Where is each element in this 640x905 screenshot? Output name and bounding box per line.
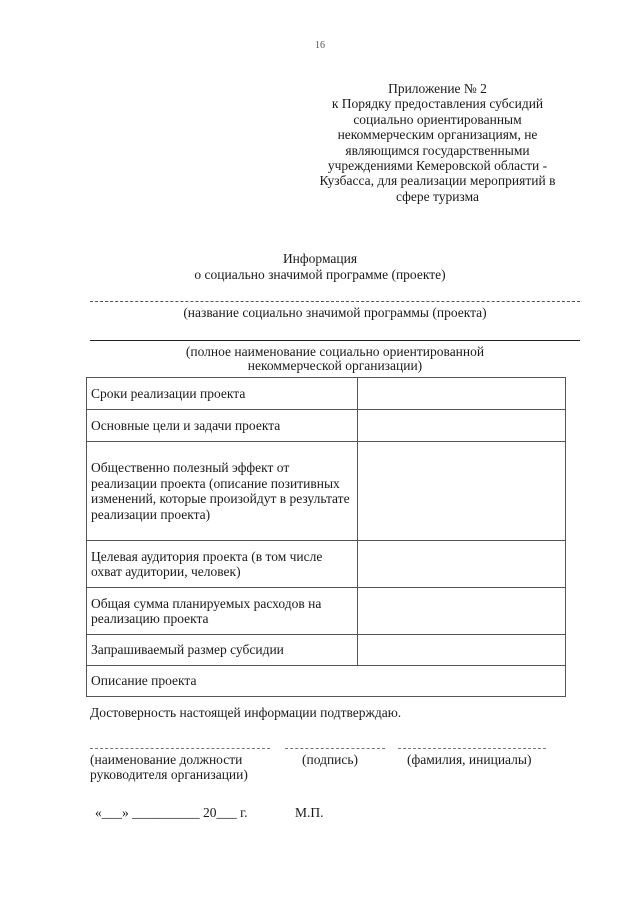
appendix-line: Приложение № 2	[388, 81, 487, 96]
organization-name-caption	[90, 345, 580, 373]
position-label-line-1: (наименование должности	[90, 752, 243, 767]
row-label-public-effect: Общественно полезный эффект от реализации проекта (описание позитивных изменений, которые произойдут в результате реализации проекта)	[87, 442, 358, 541]
table-row	[87, 541, 566, 588]
appendix-line: Кузбасса, для реализации мероприятий в	[319, 173, 556, 189]
row-label-terms: Сроки реализации проекта	[87, 378, 358, 410]
table-row	[87, 410, 566, 442]
organization-name-field[interactable]	[90, 340, 580, 341]
position-signature-line[interactable]	[90, 748, 270, 749]
title-line-1: Информация	[282, 251, 358, 266]
table-row	[87, 442, 566, 541]
position-label-line-2: руководителя организации)	[90, 767, 248, 782]
row-value-terms[interactable]	[358, 378, 566, 410]
org-caption-line-2: некоммерческой организации)	[247, 358, 423, 373]
row-value-target-audience[interactable]	[358, 541, 566, 588]
table-row	[87, 378, 566, 410]
signature-line[interactable]	[285, 748, 385, 749]
signature-label: (подпись)	[302, 752, 359, 767]
appendix-line: сфере туризма	[395, 188, 480, 204]
appendix-line: социально ориентированным	[353, 111, 522, 127]
row-label-total-expenses: Общая сумма планируемых расходов на реализацию проекта	[87, 588, 358, 635]
page-number: 16	[315, 40, 325, 51]
document-title	[0, 251, 640, 283]
program-name-caption: (название социально значимой программы (проекта)	[183, 305, 487, 320]
appendix-line: некоммерческим организациям, не	[337, 127, 538, 143]
row-label-project-description[interactable]: Описание проекта	[87, 666, 566, 697]
row-value-goals[interactable]	[358, 410, 566, 442]
title-line-2: о социально значимой программе (проекте)	[194, 267, 446, 282]
name-label: (фамилия, инициалы)	[407, 752, 532, 767]
org-caption-line-1: (полное наименование социально ориентированной	[185, 344, 485, 359]
appendix-line: к Порядку предоставления субсидий	[331, 96, 544, 112]
program-name-field[interactable]	[90, 301, 580, 302]
confirmation-text: Достоверность настоящей информации подтверждаю.	[90, 705, 402, 720]
table-row	[87, 635, 566, 666]
appendix-line: являющимся государственными	[345, 142, 530, 158]
row-label-goals: Основные цели и задачи проекта	[87, 410, 358, 442]
row-value-subsidy-amount[interactable]	[358, 635, 566, 666]
row-value-total-expenses[interactable]	[358, 588, 566, 635]
appendix-header	[300, 81, 575, 204]
row-value-public-effect[interactable]	[358, 442, 566, 541]
table-row	[87, 588, 566, 635]
table-row	[87, 666, 566, 697]
project-info-table	[86, 377, 566, 697]
appendix-line: учреждениями Кемеровской области -	[327, 158, 548, 174]
date-line[interactable]: «___» __________ 20___ г.	[95, 805, 248, 820]
position-label	[90, 752, 248, 782]
row-label-target-audience: Целевая аудитория проекта (в том числе охват аудитории, человек)	[87, 541, 358, 588]
stamp-label: М.П.	[295, 805, 324, 820]
name-signature-line[interactable]	[398, 748, 546, 749]
row-label-subsidy-amount: Запрашиваемый размер субсидии	[87, 635, 358, 666]
